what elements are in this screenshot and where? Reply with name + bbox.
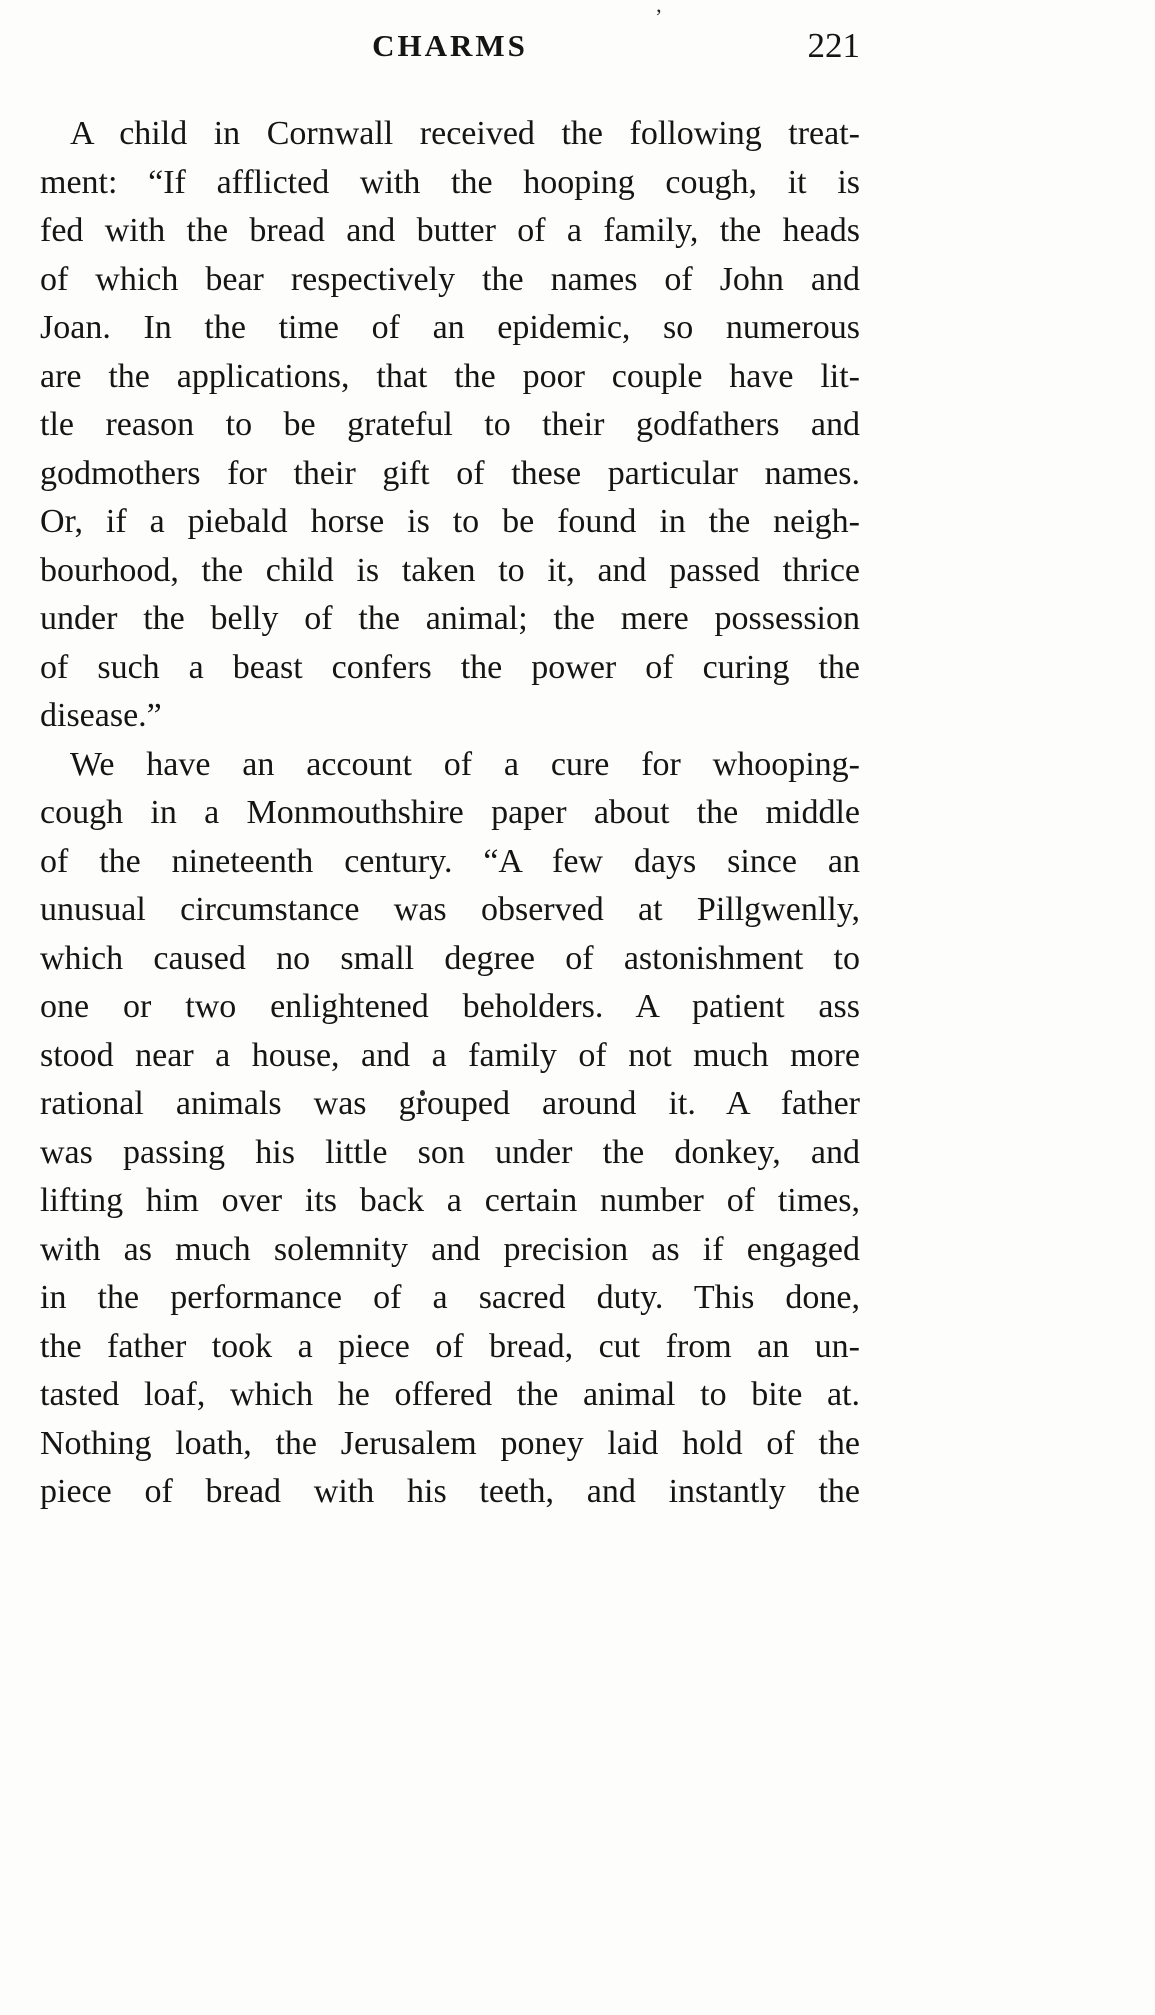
text-line: one or two enlightened beholders. A patient ass (40, 988, 860, 1025)
text-line: tle reason to be grateful to their godfathers and (40, 406, 860, 443)
paragraph-2 (40, 741, 860, 1517)
text-line: with as much solemnity and precision as if engaged (40, 1230, 860, 1268)
text-line: of which bear respectively the names of John and (40, 260, 860, 298)
text-line: ment: “If afflicted with the hooping cough, it is (40, 163, 860, 201)
page-number: 221 (807, 26, 860, 65)
text-line: of such a beast confers the power of curing the (40, 648, 860, 686)
text-line: which caused no small degree of astonishment to (40, 939, 860, 977)
text-line: are the applications, that the poor couple have lit- (40, 357, 860, 395)
text-line: of the nineteenth century. “A few days since an (40, 842, 860, 880)
text-line: was passing his little son under the donkey, and (40, 1133, 860, 1171)
text-line: disease.” (40, 697, 162, 734)
text-line: piece of bread with his teeth, and instantly the (40, 1473, 860, 1510)
running-title: CHARMS (372, 28, 528, 63)
paragraph-1 (40, 110, 860, 741)
text-line: lifting him over its back a certain number of times, (40, 1182, 860, 1219)
text-block (40, 28, 860, 1517)
text-line: stood near a house, and a family of not much more (40, 1036, 860, 1074)
text-line: tasted loaf, which he offered the animal to bite at. (40, 1376, 860, 1413)
text-line: Or, if a piebald horse is to be found in the neigh- (40, 503, 860, 540)
text-line: Nothing loath, the Jerusalem poney laid hold of the (40, 1424, 860, 1462)
text-line: rational animals was grouped around it. A father (40, 1085, 860, 1122)
text-line: A child in Cornwall received the following treat- (70, 115, 860, 152)
text-line: We have an account of a cure for whooping- (70, 745, 860, 783)
text-line: bourhood, the child is taken to it, and passed thrice (40, 551, 860, 589)
text-line: godmothers for their gift of these particular names. (40, 454, 860, 492)
text-line: under the belly of the animal; the mere possession (40, 600, 860, 637)
text-line: fed with the bread and butter of a family, the heads (40, 212, 860, 249)
text-line: cough in a Monmouthshire paper about the middle (40, 794, 860, 831)
text-line: the father took a piece of bread, cut from an un- (40, 1327, 860, 1365)
text-line: Joan. In the time of an epidemic, so numerous (40, 309, 860, 346)
text-line: in the performance of a sacred duty. This done, (40, 1279, 860, 1316)
page-header (40, 28, 860, 74)
scan-artifact-mark: ’ (655, 4, 663, 29)
text-line: unusual circumstance was observed at Pillgwenlly, (40, 891, 860, 928)
